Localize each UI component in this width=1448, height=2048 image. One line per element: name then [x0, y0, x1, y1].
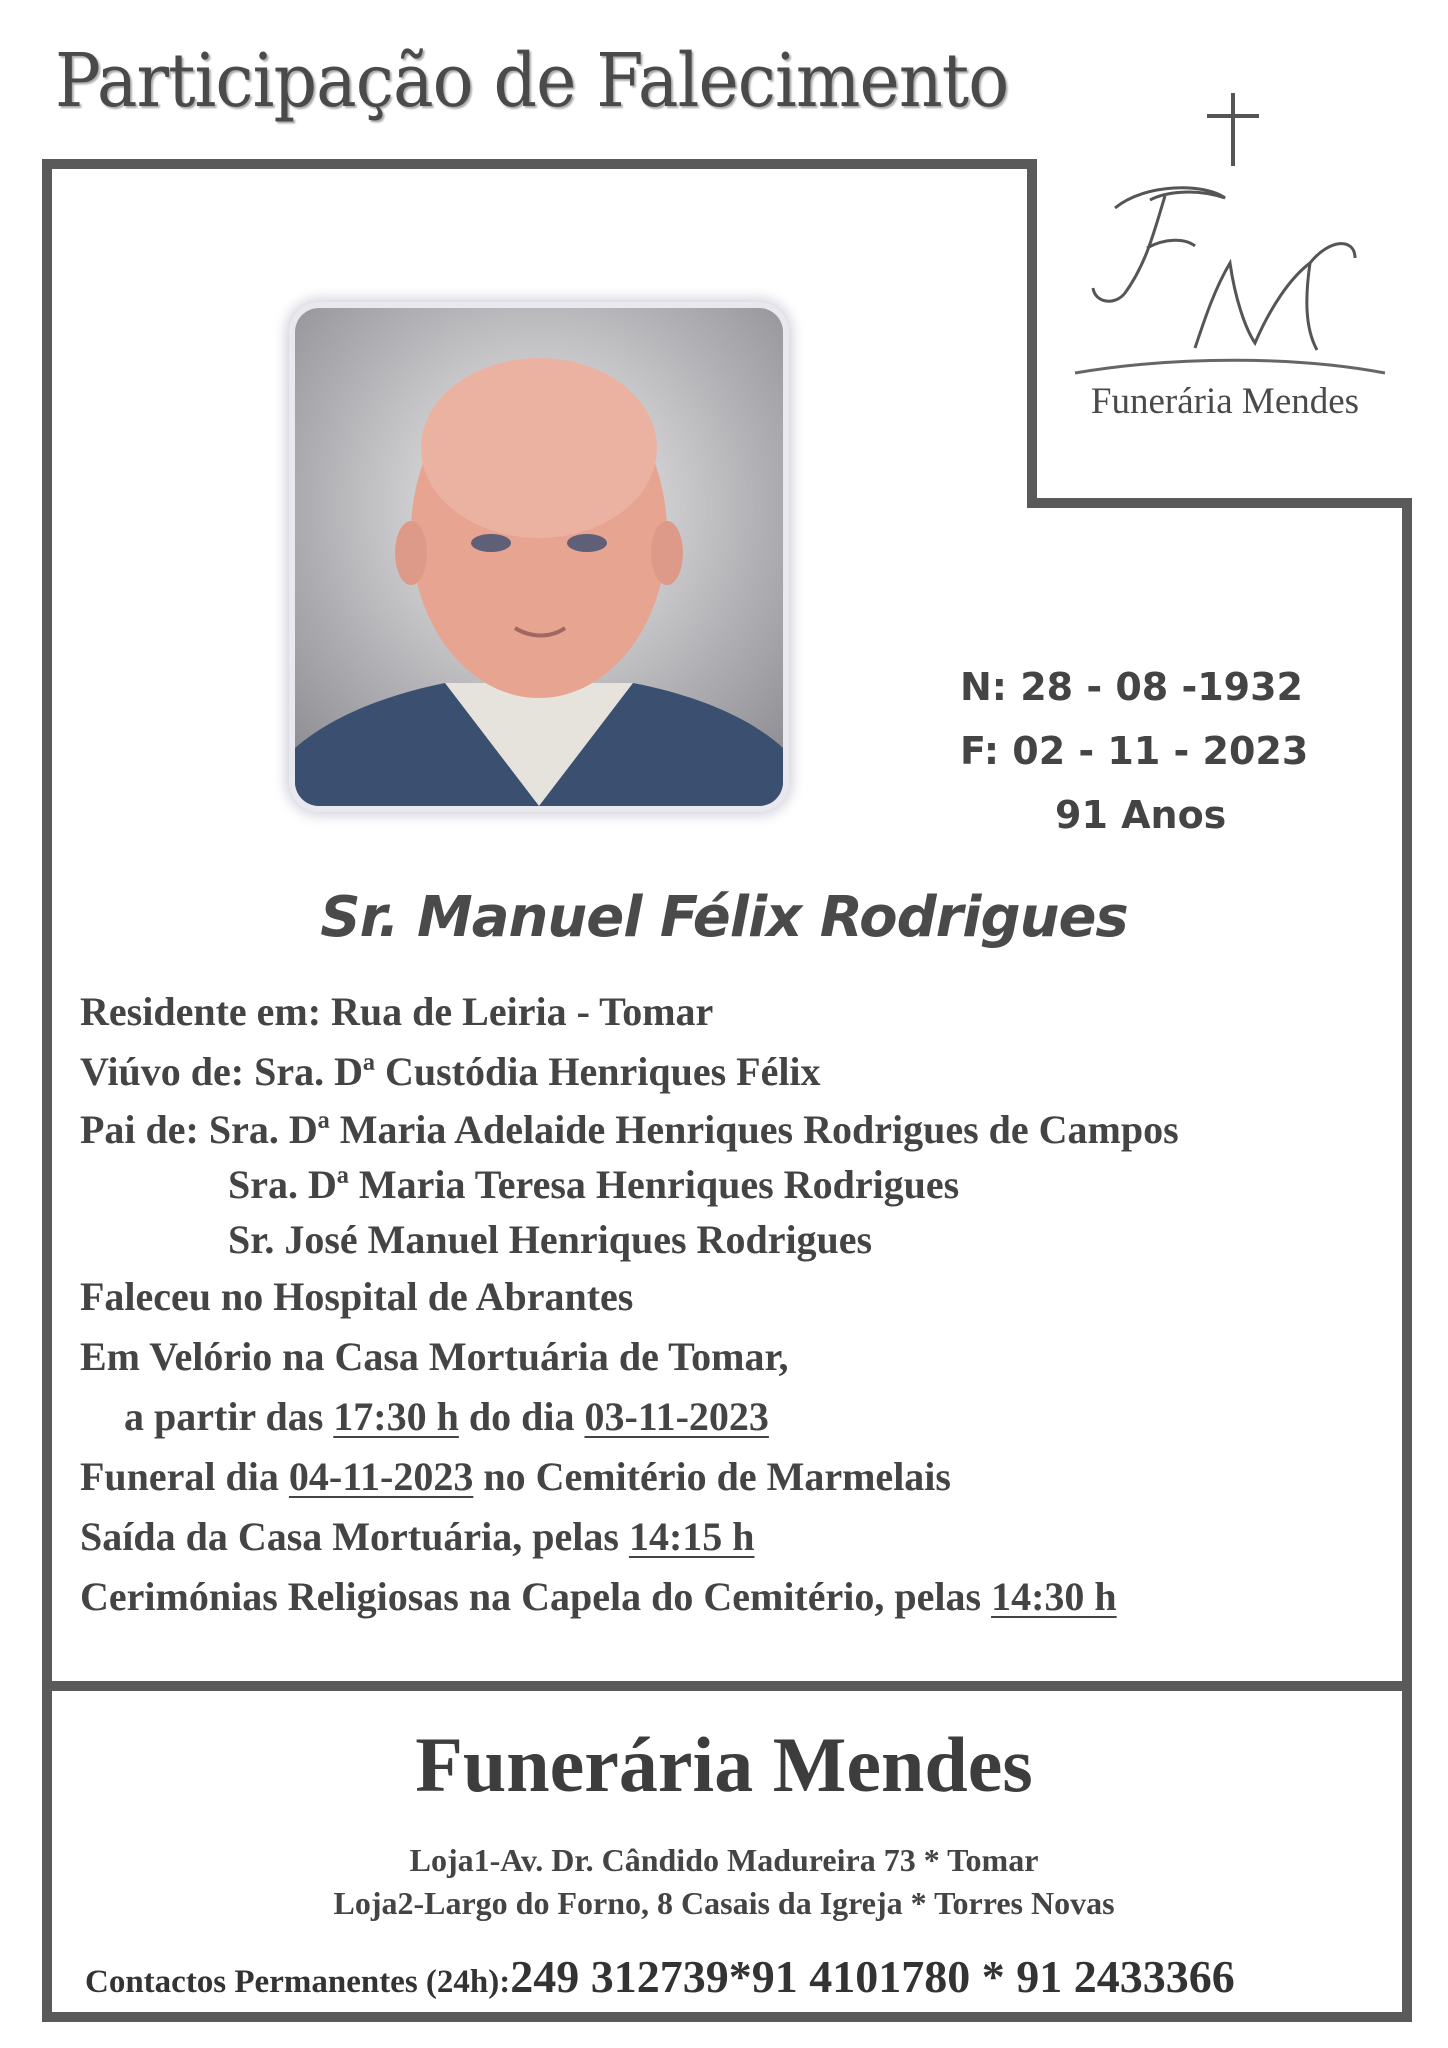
wake-date: 03-11-2023 [584, 1394, 769, 1439]
contacts-label: Contactos Permanentes (24h): [85, 1964, 511, 2000]
portrait-illustration [295, 308, 783, 806]
wake-time-line [80, 1387, 1400, 1447]
wake-from-label: a partir das [124, 1394, 334, 1439]
died-at-line: Faleceu no Hospital de Abrantes [80, 1274, 634, 1319]
life-dates [960, 655, 1330, 847]
funeral-label: Funeral dia [80, 1454, 289, 1499]
funeral-line [80, 1447, 1400, 1507]
departure-label: Saída da Casa Mortuária, pelas [80, 1514, 629, 1559]
logo-swoosh [1075, 360, 1385, 373]
child-3: Sr. José Manuel Henriques Rodrigues [228, 1217, 873, 1262]
page-title: Participação de Falecimento [55, 38, 1009, 124]
cross-icon [1207, 93, 1259, 166]
contacts-numbers: 249 312739*91 4101780 * 91 2433366 [510, 1951, 1235, 2002]
deceased-name: Sr. Manuel Félix Rodrigues [320, 885, 1128, 950]
wake-day-label: do dia [458, 1394, 585, 1439]
ceremony-label: Cerimónias Religiosas na Capela do Cemitério, pelas [80, 1574, 992, 1619]
contacts-line [85, 1950, 1235, 2003]
departure-time: 14:15 h [628, 1514, 755, 1559]
wake-time: 17:30 h [333, 1394, 459, 1439]
birth-date: N: 28 - 08 -1932 [960, 665, 1303, 709]
wake-line: Em Velório na Casa Mortuária de Tomar, [80, 1334, 789, 1379]
ceremony-time: 14:30 h [991, 1574, 1117, 1619]
residence-line: Residente em: Rua de Leiria - Tomar [80, 989, 714, 1034]
store-2-address: Loja2-Largo do Forno, 8 Casais da Igreja * Torres Novas [333, 1885, 1115, 1921]
footer-company: Funerária Mendes [415, 1721, 1033, 1808]
funeraria-logo [1055, 88, 1395, 428]
departure-line [80, 1507, 1400, 1567]
logo-name: Funerária Mendes [1090, 381, 1360, 422]
death-date: F: 02 - 11 - 2023 [960, 729, 1309, 773]
children-line [80, 1102, 1400, 1157]
notice-details [80, 982, 1400, 1627]
ceremony-line [80, 1567, 1400, 1627]
funeral-place: no Cemitério de Marmelais [473, 1454, 951, 1499]
children-label: Pai de: [80, 1107, 209, 1152]
store-1-address: Loja1-Av. Dr. Cândido Madureira 73 * Tomar [409, 1842, 1039, 1878]
portrait-photo [295, 308, 783, 806]
funeral-date: 04-11-2023 [288, 1454, 474, 1499]
child-2: Sra. Dª Maria Teresa Henriques Rodrigues [228, 1162, 960, 1207]
age: 91 Anos [1055, 793, 1227, 837]
child-1: Sra. Dª Maria Adelaide Henriques Rodrigues de Campos [208, 1107, 1179, 1152]
fm-monogram [1093, 188, 1355, 350]
widower-line: Viúvo de: Sra. Dª Custódia Henriques Félix [80, 1049, 821, 1094]
